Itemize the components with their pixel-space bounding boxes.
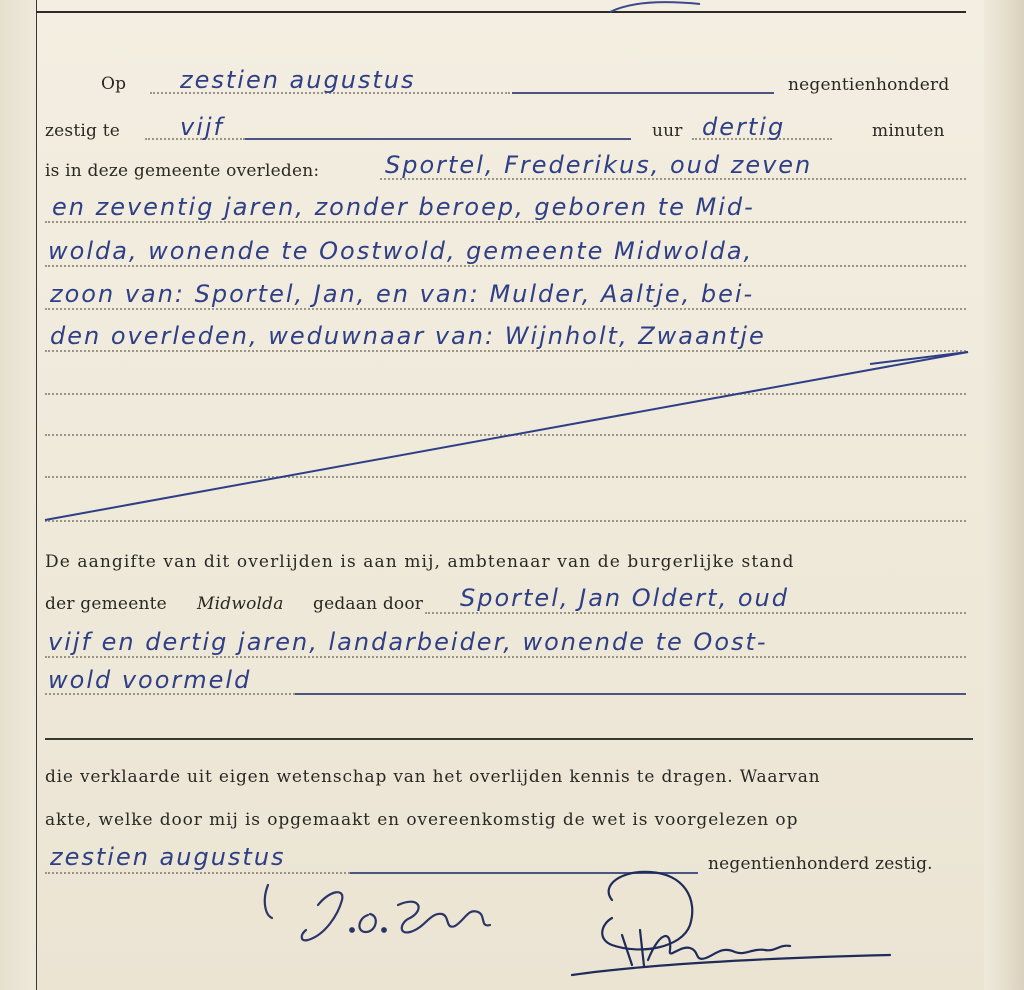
printed-negentienhonderd: negentienhonderd xyxy=(788,75,950,95)
hand-minutes: dertig xyxy=(702,113,786,141)
printed-gedaan-door: gedaan door xyxy=(313,594,424,614)
hand-hour: vijf xyxy=(180,113,224,141)
printed-place-name: Midwolda xyxy=(197,594,284,614)
cancel-strike-line xyxy=(45,352,968,520)
registrar-signature xyxy=(572,872,890,975)
hand-closing-date: zestien augustus xyxy=(50,843,286,871)
printed-closing-line-1: die verklaarde uit eigen wetenschap van het overlijden kennis te dragen. Waarvan xyxy=(45,767,821,787)
strike-end-stroke xyxy=(870,352,968,364)
declarant-signature xyxy=(265,885,490,940)
hand-deceased-line-5: den overleden, weduwnaar van: Wijnholt, Zwaantje xyxy=(50,322,766,350)
top-ink-stroke xyxy=(610,2,700,12)
printed-overleden-label: is in deze gemeente overleden: xyxy=(45,161,320,181)
hand-declarant-line-3: wold voormeld xyxy=(48,666,252,694)
printed-minuten: minuten xyxy=(872,121,945,141)
hand-date: zestien augustus xyxy=(180,66,416,94)
printed-closing-line-3: negentienhonderd zestig. xyxy=(708,854,933,874)
hand-deceased-line-2: en zeventig jaren, zonder beroep, geboren te Mid- xyxy=(52,193,755,221)
hand-deceased-line-1: Sportel, Frederikus, oud zeven xyxy=(385,151,813,179)
printed-uur: uur xyxy=(652,121,683,141)
hand-declarant-line-1: Sportel, Jan Oldert, oud xyxy=(460,584,789,612)
printed-gemeente-label: der gemeente xyxy=(45,594,167,614)
hand-deceased-line-4: zoon van: Sportel, Jan, en van: Mulder, Aaltje, bei- xyxy=(50,280,755,308)
printed-declaration-line-1: De aangifte van dit overlijden is aan mij, ambtenaar van de burgerlijke stand xyxy=(45,552,795,572)
printed-zestig-te: zestig te xyxy=(45,121,120,141)
hand-declarant-line-2: vijf en dertig jaren, landarbeider, wonende te Oost- xyxy=(48,628,768,656)
printed-closing-line-2: akte, welke door mij is opgemaakt en overeenkomstig de wet is voorgelezen op xyxy=(45,810,799,830)
hand-deceased-line-3: wolda, wonende te Oostwold, gemeente Midwolda, xyxy=(48,237,754,265)
printed-op: Op xyxy=(101,74,127,94)
